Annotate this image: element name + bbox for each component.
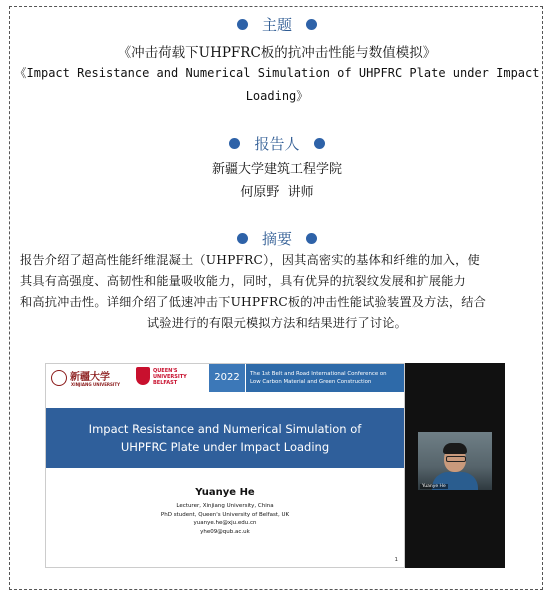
video-panel (405, 363, 505, 568)
xju-seal-icon (51, 370, 67, 386)
qub-crest-icon (136, 367, 150, 385)
xju-logo: 新疆大学 XINJIANG UNIVERSITY (51, 368, 137, 388)
glasses-icon (446, 456, 466, 462)
bullet-dot-icon (306, 19, 317, 30)
speaker-affiliation: 新疆大学建筑工程学院 (211, 162, 342, 177)
presenter-name: Yuanye He (195, 487, 255, 498)
bullet-dot-icon (306, 233, 317, 244)
slide-header (46, 364, 404, 392)
topic-title-cn: 《冲击荷载下UHPFRC板的抗冲击性能与数值模拟》 (117, 45, 437, 61)
conference-title: The 1st Belt and Road International Conference on Low Carbon Material and Green Construction (246, 364, 404, 392)
slide-title-line2: UHPFRC Plate under Impact Loading (120, 440, 330, 454)
speaker-name: 何原野 讲师 (240, 185, 314, 200)
abstract-heading: 摘要 (0, 228, 554, 249)
abstract-line: 其具有高强度、高韧性和能量吸收能力，同时，具有优异的抗裂纹发展和扩展能力 (20, 274, 466, 288)
speaker-heading: 报告人 (0, 133, 554, 154)
video-name-tag: Yuanye He (422, 484, 446, 489)
slide-title-line1: Impact Resistance and Numerical Simulation of (88, 422, 362, 436)
bullet-dot-icon (314, 138, 325, 149)
slide-title-banner (46, 408, 404, 468)
bullet-dot-icon (237, 19, 248, 30)
abstract-line: 和高抗冲击性。详细介绍了低速冲击下UHPFRC板的冲击性能试验装置及方法，结合 (20, 295, 487, 309)
abstract-line: 报告介绍了超高性能纤维混凝土（UHPFRC），因其高密实的基体和纤维的加入，使 (20, 253, 480, 267)
qub-logo: QUEEN'S UNIVERSITY BELFAST (136, 367, 196, 389)
presenter-info: Lecturer, Xinjiang University, China PhD student, Queen's University of Belfast, UK yuanye.he@xju.edu.cn yhe09@qub.ac.uk (160, 503, 290, 535)
abstract-text (20, 250, 534, 334)
abstract-line: 试验进行的有限元模拟方法和结果进行了讨论。 (146, 316, 408, 330)
bullet-dot-icon (237, 233, 248, 244)
topic-title-en-line2: Loading》 (245, 89, 309, 103)
bullet-dot-icon (229, 138, 240, 149)
webcam-feed (418, 432, 492, 490)
topic-title-en-line1: 《Impact Resistance and Numerical Simulation of UHPFRC Plate under Impact (14, 66, 540, 80)
presentation-slide (45, 363, 405, 568)
topic-heading: 主题 (0, 14, 554, 35)
meeting-screenshot (45, 363, 505, 568)
slide-page-number: 1 (394, 557, 398, 563)
conference-year: 2022 (209, 364, 245, 392)
